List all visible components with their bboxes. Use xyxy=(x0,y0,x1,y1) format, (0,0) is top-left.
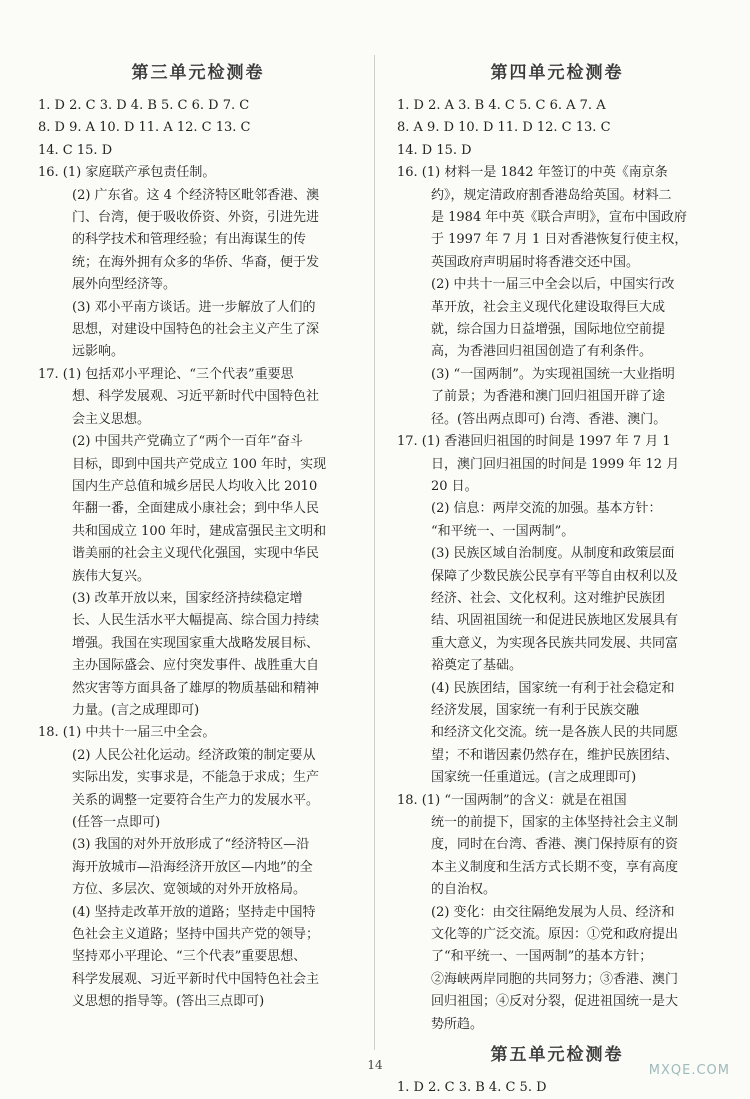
site-watermark: MXQE.COM xyxy=(648,1063,730,1078)
answer-line: 族伟大复兴。 xyxy=(72,568,151,584)
answer-line: (4) 民族团结，国家统一有利于社会稳定和 xyxy=(431,680,675,696)
answer-line: “和平统一、一国两制”。 xyxy=(431,523,575,539)
answer-line: 主办国际盛会、应付突发事件、战胜重大自 xyxy=(72,658,320,674)
answer-line: (3) 我国的对外开放形成了“经济特区—沿 xyxy=(72,837,310,853)
answer-line: 势所趋。 xyxy=(431,1016,484,1032)
answer-line: 1. D 2. C 3. B 4. C 5. D xyxy=(397,1080,547,1096)
answer-line: 国内生产总值和城乡居民人均收入比 2010 xyxy=(72,478,318,494)
answer-line: 1. D 2. C 3. D 4. B 5. C 6. D 7. C xyxy=(38,98,250,113)
answer-line: 径。(答出两点即可) 台湾、香港、澳门。 xyxy=(431,411,667,427)
answer-line: 度，同时在台湾、香港、澳门保持原有的资 xyxy=(431,837,679,853)
answer-line: (4) 坚持走改革开放的道路；坚持走中国特 xyxy=(72,904,316,920)
answer-line: 英国政府声明届时将香港交还中国。 xyxy=(431,254,640,270)
answer-line: 16. (1) 家庭联产承包责任制。 xyxy=(38,165,216,181)
answer-line: 国家统一任重道远。(言之成理即可) xyxy=(431,770,637,786)
answer-line: 经济发展，国家统一有利于民族交融 xyxy=(431,702,640,718)
answer-line: 色社会主义道路；坚持中国共产党的领导； xyxy=(72,927,320,943)
answer-line: 方位、多层次、宽领域的对外开放格局。 xyxy=(72,882,307,898)
answer-line: 统一的前提下，国家的主体坚持社会主义制 xyxy=(431,815,679,830)
answer-line: 了“和平统一、一国两制”的基本方针； xyxy=(431,949,653,965)
answer-line: (2) 变化：由交往隔绝发展为人员、经济和 xyxy=(431,904,675,920)
answer-line: 望；不和谐因素仍然存在，维护民族团结、 xyxy=(431,747,679,763)
answer-line: 科学发展观、习近平新时代中国特色社会主 xyxy=(72,971,320,987)
answer-line: 约》，规定清政府割香港岛给英国。材料二 xyxy=(431,187,672,203)
answer-line: 18. (1) 中共十一届三中全会。 xyxy=(38,725,216,741)
answer-line: 1. D 2. A 3. B 4. C 5. C 6. A 7. A xyxy=(397,98,606,113)
answer-line: 高，为香港回归祖国创造了有利条件。 xyxy=(431,344,653,360)
answer-line: 18. (1) “一国两制”的含义：就是在祖国 xyxy=(397,792,627,808)
left-answers xyxy=(38,95,358,1014)
answer-line: 的自治权。 xyxy=(431,882,497,898)
answer-line: 统；在海外拥有众多的华侨、华裔，便于发 xyxy=(72,254,320,270)
answer-line: 年翻一番，全面建成小康社会；到中华人民 xyxy=(72,501,320,517)
answer-line: 8. A 9. D 10. D 11. D 12. C 13. C xyxy=(397,120,611,136)
left-column xyxy=(38,58,358,1014)
answer-line: 8. D 9. A 10. D 11. A 12. C 13. C xyxy=(38,120,251,136)
unit-title-3: 第三单元检测卷 xyxy=(131,63,265,83)
answer-line: 重大意义，为实现各民族共同发展、共同富 xyxy=(431,635,679,651)
answer-line: 16. (1) 材料一是 1842 年签订的中英《南京条 xyxy=(397,165,668,181)
answer-line: 谐美丽的社会主义现代化强国，实现中华民 xyxy=(72,546,320,562)
answer-line: 14. D 15. D xyxy=(397,142,472,158)
answer-line: 回归祖国；④反对分裂，促进祖国统一是大 xyxy=(431,994,679,1010)
answer-line: 17. (1) 香港回归祖国的时间是 1997 年 7 月 1 xyxy=(397,434,671,450)
answer-line: 门、台湾，便于吸收侨资、外资，引进先进 xyxy=(72,210,320,226)
answer-line: 会主义思想。 xyxy=(72,411,151,427)
unit-title-5: 第五单元检测卷 xyxy=(490,1045,624,1066)
answer-line: (2) 中共十一届三中全会以后，中国实行改 xyxy=(431,277,675,293)
answer-line: 力量。(言之成理即可) xyxy=(72,702,200,718)
answer-line: 共和国成立 100 年时，建成富强民主文明和 xyxy=(72,523,327,539)
answer-line: (2) 中国共产党确立了“两个一百年”奋斗 xyxy=(72,434,303,450)
answer-line: 裕奠定了基础。 xyxy=(431,658,523,674)
answer-line: 远影响。 xyxy=(72,344,125,360)
answer-line: 的科学技术和管理经验；有出海谋生的传 xyxy=(72,232,307,248)
answer-line: 是 1984 年中英《联合声明》，宣布中国政府 xyxy=(431,210,687,226)
answer-line: (3) “一国两制”。为实现祖国统一大业指明 xyxy=(431,366,675,382)
answer-line: 经济、社会、文化权利。这对维护民族团 xyxy=(431,590,666,606)
column-divider xyxy=(374,55,375,1050)
answer-line: 坚持邓小平理论、“三个代表”重要思想、 xyxy=(72,949,307,965)
unit-title-4: 第四单元检测卷 xyxy=(490,63,624,83)
answer-line: (3) 民族区域自治制度。从制度和政策层面 xyxy=(431,546,675,562)
answer-line: 然灾害等方面具备了雄厚的物质基础和精神 xyxy=(72,680,320,696)
answer-line: 文化等的广泛交流。原因：①党和政府提出 xyxy=(431,927,679,943)
answer-line: 实际出发，实事求是，不能急于求成；生产 xyxy=(72,770,320,786)
answer-line: 于 1997 年 7 月 1 日对香港恢复行使主权， xyxy=(431,232,688,248)
answer-line: ②海峡两岸同胞的共同努力；③香港、澳门 xyxy=(431,971,679,987)
answer-line: 关系的调整一定要符合生产力的发展水平。 xyxy=(72,792,320,808)
answer-line: 结、巩固祖国统一和促进民族地区发展具有 xyxy=(431,613,679,629)
answer-line: (2) 信息：两岸交流的加强。基本方针： xyxy=(431,501,662,517)
answer-line: 14. C 15. D xyxy=(38,142,113,158)
answer-line: 思想，对建设中国特色的社会主义产生了深 xyxy=(72,322,320,338)
answer-line: (3) 邓小平南方谈话。进一步解放了人们的 xyxy=(72,299,316,315)
answer-line: 就，综合国力日益增强，国际地位空前提 xyxy=(431,322,666,338)
right-answers xyxy=(397,95,717,1036)
answer-line: 和经济文化交流。统一是各族人民的共同愿 xyxy=(431,725,679,741)
answer-line: 义思想的指导等。(答出三点即可) xyxy=(72,994,265,1010)
answer-line: 17. (1) 包括邓小平理论、“三个代表”重要思 xyxy=(38,366,294,382)
answer-line: 目标，即到中国共产党成立 100 年时，实现 xyxy=(72,456,327,472)
answer-line: 保障了少数民族公民享有平等自由权利以及 xyxy=(431,568,679,584)
right-answers-unit5 xyxy=(397,1077,717,1099)
answer-line: 日，澳门回归祖国的时间是 1999 年 12 月 xyxy=(431,456,680,472)
answer-line: 海开放城市—沿海经济开放区—内地”的全 xyxy=(72,859,313,875)
page-number: 14 xyxy=(367,1058,383,1072)
answer-line: 增强。我国在实现国家重大战略发展目标、 xyxy=(72,635,320,651)
answer-line: 想、科学发展观、习近平新时代中国特色社 xyxy=(72,389,320,405)
answer-line: (2) 广东省。这 4 个经济特区毗邻香港、澳 xyxy=(72,187,320,203)
answer-line: (2) 人民公社化运动。经济政策的制定要从 xyxy=(72,747,316,763)
answer-line: 20 日。 xyxy=(431,478,478,494)
answer-line: 本主义制度和生活方式长期不变，享有高度 xyxy=(431,859,679,875)
answer-line: (任答一点即可) xyxy=(72,815,161,830)
answer-line: (3) 改革开放以来，国家经济持续稳定增 xyxy=(72,590,303,606)
answer-line: 长、人民生活水平大幅提高、综合国力持续 xyxy=(72,613,320,629)
answer-line: 革开放，社会主义现代化建设取得巨大成 xyxy=(431,299,666,315)
right-column xyxy=(397,58,717,1099)
answer-line: 展外向型经济等。 xyxy=(72,277,177,293)
answer-line: 了前景；为香港和澳门回归祖国开辟了途 xyxy=(431,389,666,405)
